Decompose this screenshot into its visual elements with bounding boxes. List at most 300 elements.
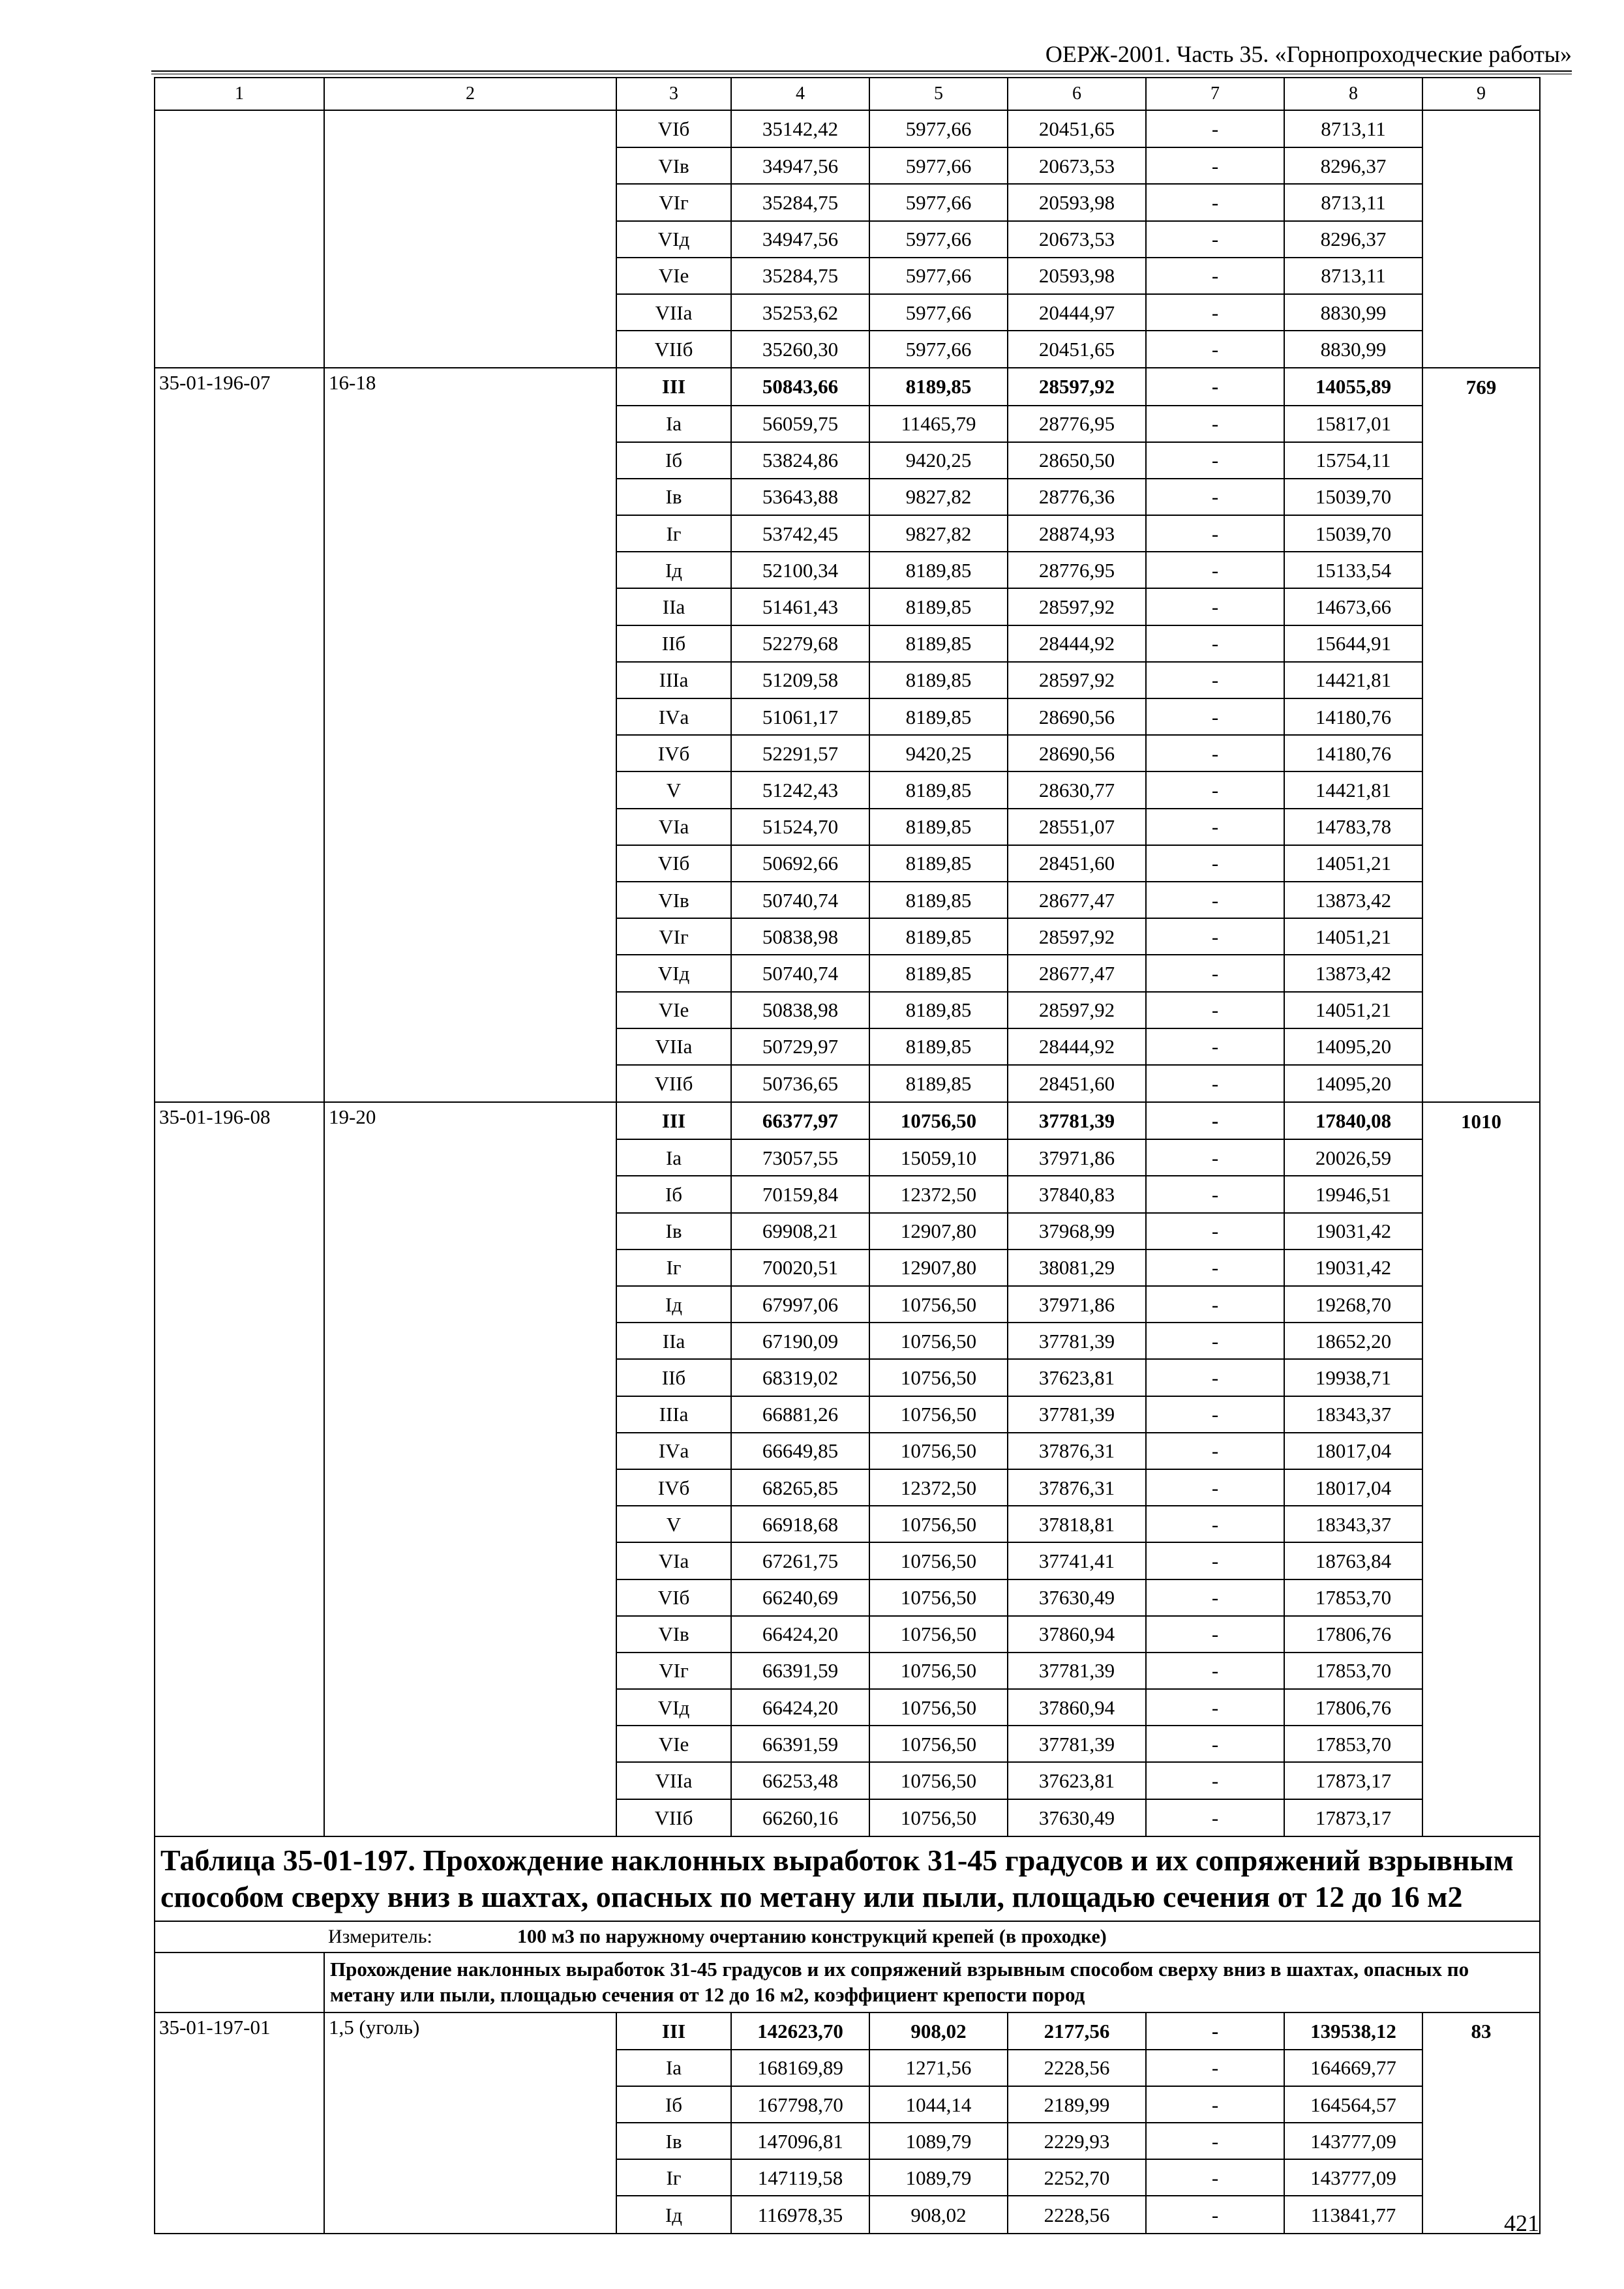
param-cell	[324, 1139, 616, 1176]
materials-cell: 143777,09	[1284, 2123, 1422, 2159]
table-row	[155, 1396, 1540, 1433]
code-cell	[155, 406, 324, 442]
code-cell	[155, 110, 324, 147]
driver-wages-cell: -	[1146, 2086, 1284, 2123]
labor-cell	[1422, 515, 1540, 552]
column-number: 8	[1284, 78, 1422, 110]
meter-value: 100 м3 по наружному очертанию конструкций крепей (в проходке)	[517, 1926, 1107, 1948]
total-cost-cell: 52279,68	[731, 625, 869, 662]
code-cell: 35-01-196-07	[155, 368, 324, 405]
labor-cell	[1422, 331, 1540, 368]
param-cell	[324, 110, 616, 147]
wages-cell: 5977,66	[869, 331, 1008, 368]
code-cell	[155, 588, 324, 625]
materials-cell: 18017,04	[1284, 1469, 1422, 1506]
param-cell	[324, 479, 616, 515]
machines-cell: 28630,77	[1008, 771, 1146, 808]
variant-cell: III	[616, 2012, 731, 2050]
wages-cell: 10756,50	[869, 1616, 1008, 1653]
machines-cell: 28677,47	[1008, 882, 1146, 918]
header-rule	[151, 70, 1572, 74]
driver-wages-cell: -	[1146, 1139, 1284, 1176]
param-cell	[324, 442, 616, 479]
wages-cell: 8189,85	[869, 955, 1008, 991]
code-cell	[155, 1579, 324, 1616]
wages-cell: 8189,85	[869, 698, 1008, 735]
table-row	[155, 1762, 1540, 1799]
machines-cell: 28650,50	[1008, 442, 1146, 479]
materials-cell: 14673,66	[1284, 588, 1422, 625]
variant-cell: III	[616, 1102, 731, 1139]
wages-cell: 5977,66	[869, 294, 1008, 331]
materials-cell: 113841,77	[1284, 2196, 1422, 2233]
driver-wages-cell: -	[1146, 110, 1284, 147]
materials-cell: 17840,08	[1284, 1102, 1422, 1139]
table-row	[155, 1359, 1540, 1396]
materials-cell: 143777,09	[1284, 2159, 1422, 2196]
machines-cell: 28597,92	[1008, 992, 1146, 1028]
machines-cell: 37971,86	[1008, 1139, 1146, 1176]
table-row	[155, 698, 1540, 735]
machines-cell: 28451,60	[1008, 1065, 1146, 1102]
machines-cell: 37741,41	[1008, 1542, 1146, 1579]
labor-cell	[1422, 735, 1540, 771]
materials-cell: 164669,77	[1284, 2050, 1422, 2086]
materials-cell: 15817,01	[1284, 406, 1422, 442]
table-row	[155, 2012, 1540, 2050]
total-cost-cell: 66391,59	[731, 1653, 869, 1689]
driver-wages-cell: -	[1146, 184, 1284, 220]
materials-cell: 19031,42	[1284, 1249, 1422, 1286]
variant-cell: VIIа	[616, 1028, 731, 1065]
wages-cell: 10756,50	[869, 1762, 1008, 1799]
machines-cell: 37630,49	[1008, 1579, 1146, 1616]
table-row	[155, 1065, 1540, 1102]
wages-cell: 8189,85	[869, 809, 1008, 845]
machines-cell: 28444,92	[1008, 1028, 1146, 1065]
driver-wages-cell: -	[1146, 2159, 1284, 2196]
variant-cell: Iг	[616, 1249, 731, 1286]
labor-cell	[1422, 918, 1540, 955]
driver-wages-cell: -	[1146, 406, 1284, 442]
column-number: 5	[869, 78, 1008, 110]
driver-wages-cell: -	[1146, 1799, 1284, 1836]
labor-cell	[1422, 1762, 1540, 1799]
variant-cell: IVа	[616, 698, 731, 735]
total-cost-cell: 50838,98	[731, 992, 869, 1028]
variant-cell: Iв	[616, 479, 731, 515]
code-cell	[155, 1616, 324, 1653]
table-row	[155, 2086, 1540, 2123]
param-cell	[324, 1359, 616, 1396]
variant-cell: Iг	[616, 2159, 731, 2196]
param-cell	[324, 2196, 616, 2233]
code-cell	[155, 552, 324, 588]
column-number: 2	[324, 78, 616, 110]
machines-cell: 37623,81	[1008, 1762, 1146, 1799]
machines-cell: 28597,92	[1008, 662, 1146, 698]
total-cost-cell: 34947,56	[731, 147, 869, 184]
labor-cell	[1422, 1469, 1540, 1506]
code-cell	[155, 2196, 324, 2233]
labor-cell	[1422, 406, 1540, 442]
column-numbers-row	[155, 78, 1540, 110]
labor-cell	[1422, 1249, 1540, 1286]
materials-cell: 8713,11	[1284, 184, 1422, 220]
driver-wages-cell: -	[1146, 809, 1284, 845]
wages-cell: 9827,82	[869, 479, 1008, 515]
param-cell	[324, 588, 616, 625]
param-cell	[324, 515, 616, 552]
variant-cell: Iв	[616, 2123, 731, 2159]
param-cell	[324, 1323, 616, 1359]
materials-cell: 13873,42	[1284, 882, 1422, 918]
code-cell	[155, 1323, 324, 1359]
total-cost-cell: 35142,42	[731, 110, 869, 147]
param-cell	[324, 882, 616, 918]
column-number: 1	[155, 78, 324, 110]
wages-cell: 5977,66	[869, 110, 1008, 147]
param-cell	[324, 1506, 616, 1542]
labor-cell	[1422, 1396, 1540, 1433]
param-cell	[324, 1726, 616, 1762]
machines-cell: 28551,07	[1008, 809, 1146, 845]
total-cost-cell: 68265,85	[731, 1469, 869, 1506]
driver-wages-cell: -	[1146, 1762, 1284, 1799]
total-cost-cell: 66253,48	[731, 1762, 869, 1799]
total-cost-cell: 66260,16	[731, 1799, 869, 1836]
wages-cell: 908,02	[869, 2012, 1008, 2050]
materials-cell: 14421,81	[1284, 771, 1422, 808]
table-row	[155, 1139, 1540, 1176]
meter-spacer	[155, 1921, 324, 1952]
wages-cell: 10756,50	[869, 1323, 1008, 1359]
variant-cell: IIIа	[616, 1396, 731, 1433]
wages-cell: 12907,80	[869, 1249, 1008, 1286]
wages-cell: 8189,85	[869, 625, 1008, 662]
machines-cell: 37781,39	[1008, 1102, 1146, 1139]
machines-cell: 28776,95	[1008, 552, 1146, 588]
labor-cell	[1422, 882, 1540, 918]
wages-cell: 10756,50	[869, 1653, 1008, 1689]
labor-cell	[1422, 1542, 1540, 1579]
labor-cell	[1422, 588, 1540, 625]
materials-cell: 15039,70	[1284, 479, 1422, 515]
table-row	[155, 1616, 1540, 1653]
variant-cell: Iа	[616, 1139, 731, 1176]
materials-cell: 8713,11	[1284, 258, 1422, 294]
code-cell	[155, 771, 324, 808]
wages-cell: 1044,14	[869, 2086, 1008, 2123]
table-row	[155, 771, 1540, 808]
description-spacer	[155, 1952, 324, 2012]
driver-wages-cell: -	[1146, 1469, 1284, 1506]
table-row	[155, 882, 1540, 918]
machines-cell: 37781,39	[1008, 1323, 1146, 1359]
materials-cell: 15039,70	[1284, 515, 1422, 552]
table-row	[155, 552, 1540, 588]
labor-cell	[1422, 1579, 1540, 1616]
driver-wages-cell: -	[1146, 1102, 1284, 1139]
machines-cell: 20593,98	[1008, 258, 1146, 294]
total-cost-cell: 35284,75	[731, 184, 869, 220]
materials-cell: 17873,17	[1284, 1799, 1422, 1836]
table-row	[155, 1102, 1540, 1139]
labor-cell	[1422, 147, 1540, 184]
materials-cell: 19268,70	[1284, 1286, 1422, 1323]
total-cost-cell: 67997,06	[731, 1286, 869, 1323]
materials-cell: 8830,99	[1284, 294, 1422, 331]
machines-cell: 20593,98	[1008, 184, 1146, 220]
variant-cell: Iа	[616, 2050, 731, 2086]
total-cost-cell: 147119,58	[731, 2159, 869, 2196]
machines-cell: 28776,95	[1008, 406, 1146, 442]
rates-table	[154, 77, 1541, 2234]
param-cell	[324, 1286, 616, 1323]
driver-wages-cell: -	[1146, 331, 1284, 368]
labor-cell	[1422, 1799, 1540, 1836]
machines-cell: 37860,94	[1008, 1689, 1146, 1726]
materials-cell: 8296,37	[1284, 147, 1422, 184]
total-cost-cell: 66881,26	[731, 1396, 869, 1433]
param-cell	[324, 1213, 616, 1249]
driver-wages-cell: -	[1146, 1542, 1284, 1579]
machines-cell: 37781,39	[1008, 1653, 1146, 1689]
table-row	[155, 845, 1540, 882]
total-cost-cell: 66424,20	[731, 1616, 869, 1653]
materials-cell: 14180,76	[1284, 698, 1422, 735]
param-cell	[324, 698, 616, 735]
param-cell	[324, 1065, 616, 1102]
total-cost-cell: 56059,75	[731, 406, 869, 442]
wages-cell: 8189,85	[869, 918, 1008, 955]
variant-cell: VIIа	[616, 1762, 731, 1799]
materials-cell: 14095,20	[1284, 1028, 1422, 1065]
materials-cell: 14783,78	[1284, 809, 1422, 845]
table-row	[155, 331, 1540, 368]
code-cell	[155, 1689, 324, 1726]
variant-cell: VIг	[616, 918, 731, 955]
code-cell	[155, 1028, 324, 1065]
total-cost-cell: 66240,69	[731, 1579, 869, 1616]
materials-cell: 8830,99	[1284, 331, 1422, 368]
variant-cell: VIв	[616, 882, 731, 918]
param-cell	[324, 1799, 616, 1836]
machines-cell: 37781,39	[1008, 1726, 1146, 1762]
table-row	[155, 110, 1540, 147]
code-cell	[155, 331, 324, 368]
wages-cell: 10756,50	[869, 1102, 1008, 1139]
code-cell	[155, 479, 324, 515]
driver-wages-cell: -	[1146, 1653, 1284, 1689]
driver-wages-cell: -	[1146, 2123, 1284, 2159]
table-row	[155, 406, 1540, 442]
machines-cell: 2228,56	[1008, 2050, 1146, 2086]
materials-cell: 18343,37	[1284, 1396, 1422, 1433]
materials-cell: 19938,71	[1284, 1359, 1422, 1396]
variant-cell: IIб	[616, 1359, 731, 1396]
wages-cell: 12372,50	[869, 1469, 1008, 1506]
driver-wages-cell: -	[1146, 1065, 1284, 1102]
machines-cell: 37876,31	[1008, 1469, 1146, 1506]
total-cost-cell: 147096,81	[731, 2123, 869, 2159]
code-cell	[155, 662, 324, 698]
variant-cell: VIв	[616, 1616, 731, 1653]
param-cell	[324, 258, 616, 294]
section-description: Прохождение наклонных выработок 31-45 градусов и их сопряжений взрывным способом сверху вниз в шахтах, опасных по метану или пыли, площадью сечения от 12 до 16 м2, коэффициент крепости пород	[324, 1952, 1540, 2012]
variant-cell: VIб	[616, 110, 731, 147]
labor-cell	[1422, 1176, 1540, 1212]
code-cell	[155, 1542, 324, 1579]
driver-wages-cell: -	[1146, 1726, 1284, 1762]
total-cost-cell: 116978,35	[731, 2196, 869, 2233]
driver-wages-cell: -	[1146, 294, 1284, 331]
labor-cell	[1422, 2159, 1540, 2196]
labor-cell	[1422, 955, 1540, 991]
materials-cell: 19031,42	[1284, 1213, 1422, 1249]
machines-cell: 28597,92	[1008, 588, 1146, 625]
total-cost-cell: 66377,97	[731, 1102, 869, 1139]
column-number: 9	[1422, 78, 1540, 110]
table-row	[155, 294, 1540, 331]
wages-cell: 10756,50	[869, 1359, 1008, 1396]
table-row	[155, 1249, 1540, 1286]
materials-cell: 14421,81	[1284, 662, 1422, 698]
code-cell	[155, 1433, 324, 1469]
variant-cell: VIб	[616, 1579, 731, 1616]
param-cell	[324, 918, 616, 955]
labor-cell: 769	[1422, 368, 1540, 405]
driver-wages-cell: -	[1146, 221, 1284, 258]
table-row	[155, 1213, 1540, 1249]
wages-cell: 10756,50	[869, 1579, 1008, 1616]
param-cell	[324, 1249, 616, 1286]
materials-cell: 19946,51	[1284, 1176, 1422, 1212]
wages-cell: 10756,50	[869, 1689, 1008, 1726]
table-row	[155, 515, 1540, 552]
code-cell	[155, 1506, 324, 1542]
materials-cell: 14051,21	[1284, 918, 1422, 955]
table-row	[155, 662, 1540, 698]
wages-cell: 10756,50	[869, 1799, 1008, 1836]
total-cost-cell: 35284,75	[731, 258, 869, 294]
table-row	[155, 918, 1540, 955]
code-cell: 35-01-197-01	[155, 2012, 324, 2050]
total-cost-cell: 51209,58	[731, 662, 869, 698]
wages-cell: 908,02	[869, 2196, 1008, 2233]
code-cell	[155, 625, 324, 662]
table-row	[155, 625, 1540, 662]
driver-wages-cell: -	[1146, 1213, 1284, 1249]
materials-cell: 14095,20	[1284, 1065, 1422, 1102]
materials-cell: 18343,37	[1284, 1506, 1422, 1542]
driver-wages-cell: -	[1146, 1689, 1284, 1726]
machines-cell: 20444,97	[1008, 294, 1146, 331]
labor-cell	[1422, 809, 1540, 845]
code-cell	[155, 1469, 324, 1506]
labor-cell	[1422, 1323, 1540, 1359]
variant-cell: VIг	[616, 184, 731, 220]
total-cost-cell: 66424,20	[731, 1689, 869, 1726]
total-cost-cell: 67190,09	[731, 1323, 869, 1359]
param-cell	[324, 1689, 616, 1726]
column-number: 6	[1008, 78, 1146, 110]
driver-wages-cell: -	[1146, 515, 1284, 552]
labor-cell: 83	[1422, 2012, 1540, 2050]
param-cell	[324, 1396, 616, 1433]
wages-cell: 10756,50	[869, 1286, 1008, 1323]
driver-wages-cell: -	[1146, 955, 1284, 991]
variant-cell: VIб	[616, 845, 731, 882]
table-row	[155, 147, 1540, 184]
machines-cell: 2252,70	[1008, 2159, 1146, 2196]
driver-wages-cell: -	[1146, 1323, 1284, 1359]
param-cell	[324, 294, 616, 331]
labor-cell	[1422, 771, 1540, 808]
code-cell: 35-01-196-08	[155, 1102, 324, 1139]
variant-cell: VIа	[616, 809, 731, 845]
machines-cell: 37623,81	[1008, 1359, 1146, 1396]
table-title-row	[155, 1836, 1540, 1921]
driver-wages-cell: -	[1146, 1359, 1284, 1396]
param-cell	[324, 1542, 616, 1579]
total-cost-cell: 51461,43	[731, 588, 869, 625]
code-cell	[155, 1213, 324, 1249]
variant-cell: VIIа	[616, 294, 731, 331]
labor-cell	[1422, 1689, 1540, 1726]
code-cell	[155, 809, 324, 845]
column-number: 7	[1146, 78, 1284, 110]
variant-cell: IVб	[616, 735, 731, 771]
labor-cell	[1422, 1726, 1540, 1762]
labor-cell	[1422, 1065, 1540, 1102]
table-row	[155, 1469, 1540, 1506]
wages-cell: 8189,85	[869, 1065, 1008, 1102]
machines-cell: 2229,93	[1008, 2123, 1146, 2159]
code-cell	[155, 992, 324, 1028]
wages-cell: 1089,79	[869, 2159, 1008, 2196]
machines-cell: 20451,65	[1008, 331, 1146, 368]
materials-cell: 14051,21	[1284, 992, 1422, 1028]
meter-label: Измеритель:	[328, 1926, 432, 1948]
labor-cell	[1422, 221, 1540, 258]
table-row	[155, 1176, 1540, 1212]
driver-wages-cell: -	[1146, 552, 1284, 588]
driver-wages-cell: -	[1146, 1616, 1284, 1653]
driver-wages-cell: -	[1146, 662, 1284, 698]
variant-cell: VIд	[616, 955, 731, 991]
driver-wages-cell: -	[1146, 625, 1284, 662]
code-cell	[155, 1176, 324, 1212]
variant-cell: Iд	[616, 1286, 731, 1323]
table-row	[155, 2123, 1540, 2159]
page-header: ОЕРЖ-2001. Часть 35. «Горнопроходческие работы»	[1045, 41, 1572, 67]
machines-cell: 20451,65	[1008, 110, 1146, 147]
param-cell	[324, 1762, 616, 1799]
param-cell	[324, 735, 616, 771]
labor-cell	[1422, 1616, 1540, 1653]
code-cell	[155, 221, 324, 258]
total-cost-cell: 35260,30	[731, 331, 869, 368]
column-number: 4	[731, 78, 869, 110]
table-row	[155, 2159, 1540, 2196]
variant-cell: VIIб	[616, 331, 731, 368]
total-cost-cell: 70159,84	[731, 1176, 869, 1212]
machines-cell: 28597,92	[1008, 918, 1146, 955]
driver-wages-cell: -	[1146, 1249, 1284, 1286]
machines-cell: 37968,99	[1008, 1213, 1146, 1249]
table-row	[155, 479, 1540, 515]
